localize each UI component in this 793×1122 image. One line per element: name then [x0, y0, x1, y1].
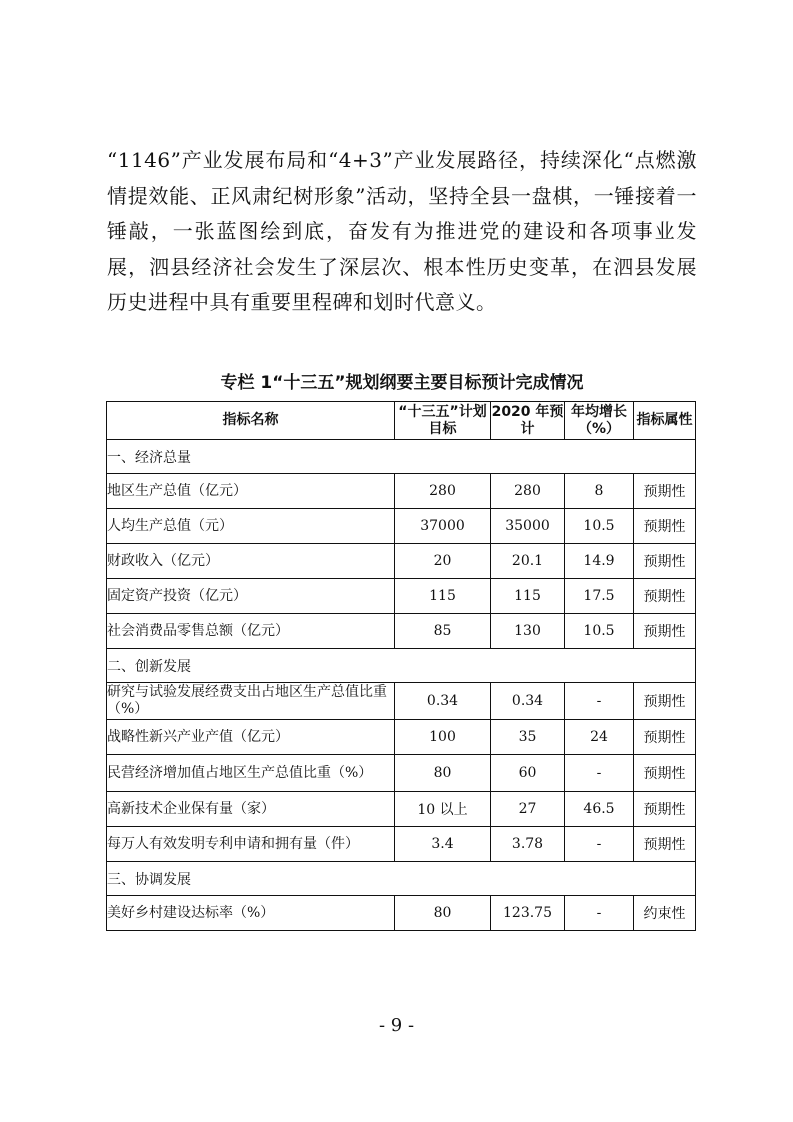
- cell-attr: 预期性: [634, 827, 696, 862]
- cell-forecast: 20.1: [491, 544, 565, 579]
- table-row: [107, 683, 696, 720]
- table-row: [107, 720, 696, 755]
- section-row: [107, 862, 696, 896]
- targets-table: [106, 401, 696, 931]
- section-title: 二、创新发展: [107, 649, 696, 683]
- table-row: [107, 792, 696, 827]
- table-header-row: [107, 402, 696, 440]
- table-row: [107, 827, 696, 862]
- cell-name: 固定资产投资（亿元）: [107, 579, 395, 614]
- cell-growth: 24: [565, 720, 634, 755]
- cell-target: 0.34: [395, 683, 491, 720]
- section-title: 三、协调发展: [107, 862, 696, 896]
- cell-attr: 预期性: [634, 755, 696, 792]
- cell-forecast: 123.75: [491, 896, 565, 931]
- section-row: [107, 649, 696, 683]
- table-row: [107, 544, 696, 579]
- cell-attr: 预期性: [634, 683, 696, 720]
- cell-target: 20: [395, 544, 491, 579]
- cell-name: 社会消费品零售总额（亿元）: [107, 614, 395, 649]
- header-growth: 年均增长（%）: [565, 402, 634, 440]
- cell-attr: 预期性: [634, 579, 696, 614]
- cell-growth: -: [565, 755, 634, 792]
- cell-forecast: 35000: [491, 509, 565, 544]
- cell-name: 人均生产总值（元）: [107, 509, 395, 544]
- cell-forecast: 3.78: [491, 827, 565, 862]
- body-paragraph: “1146”产业发展布局和“4+3”产业发展路径，持续深化“点燃激情提效能、正风肃纪树形象”活动，坚持全县一盘棋，一锤接着一锤敲，一张蓝图绘到底，奋发有为推进党的建设和各项事业发展，泗县经济社会发生了深层次、根本性历史变革，在泗县发展历史进程中具有重要里程碑和划时代意义。: [107, 148, 697, 314]
- cell-attr: 约束性: [634, 896, 696, 931]
- cell-target: 10 以上: [395, 792, 491, 827]
- cell-target: 85: [395, 614, 491, 649]
- cell-growth: -: [565, 683, 634, 720]
- cell-name: 高新技术企业保有量（家）: [107, 792, 395, 827]
- cell-target: 280: [395, 474, 491, 509]
- cell-target: 3.4: [395, 827, 491, 862]
- cell-name: 研究与试验发展经费支出占地区生产总值比重（%）: [107, 683, 395, 720]
- cell-growth: 10.5: [565, 509, 634, 544]
- cell-growth: 46.5: [565, 792, 634, 827]
- cell-name: 地区生产总值（亿元）: [107, 474, 395, 509]
- cell-attr: 预期性: [634, 614, 696, 649]
- cell-forecast: 0.34: [491, 683, 565, 720]
- cell-target: 100: [395, 720, 491, 755]
- cell-name: 战略性新兴产业产值（亿元）: [107, 720, 395, 755]
- header-forecast: 2020 年预计: [491, 402, 565, 440]
- cell-forecast: 280: [491, 474, 565, 509]
- cell-growth: -: [565, 827, 634, 862]
- page-number: - 9 -: [378, 1015, 415, 1036]
- cell-name: 美好乡村建设达标率（%）: [107, 896, 395, 931]
- cell-target: 80: [395, 755, 491, 792]
- section-row: [107, 440, 696, 474]
- cell-forecast: 60: [491, 755, 565, 792]
- cell-growth: -: [565, 896, 634, 931]
- header-name: 指标名称: [107, 402, 395, 440]
- section-title: 一、经济总量: [107, 440, 696, 474]
- table-row: [107, 509, 696, 544]
- cell-growth: 14.9: [565, 544, 634, 579]
- cell-attr: 预期性: [634, 509, 696, 544]
- cell-growth: 10.5: [565, 614, 634, 649]
- table-row: [107, 614, 696, 649]
- cell-forecast: 130: [491, 614, 565, 649]
- cell-target: 80: [395, 896, 491, 931]
- cell-attr: 预期性: [634, 792, 696, 827]
- cell-forecast: 35: [491, 720, 565, 755]
- cell-target: 115: [395, 579, 491, 614]
- cell-target: 37000: [395, 509, 491, 544]
- cell-name: 财政收入（亿元）: [107, 544, 395, 579]
- cell-attr: 预期性: [634, 544, 696, 579]
- table-row: [107, 755, 696, 792]
- cell-growth: 8: [565, 474, 634, 509]
- table-row: [107, 474, 696, 509]
- cell-forecast: 115: [491, 579, 565, 614]
- header-target: “十三五”计划目标: [395, 402, 491, 440]
- table-caption: 专栏 1“十三五”规划纲要主要目标预计完成情况: [220, 373, 584, 393]
- cell-attr: 预期性: [634, 474, 696, 509]
- cell-attr: 预期性: [634, 720, 696, 755]
- cell-name: 民营经济增加值占地区生产总值比重（%）: [107, 755, 395, 792]
- cell-forecast: 27: [491, 792, 565, 827]
- header-attr: 指标属性: [634, 402, 696, 440]
- table-row: [107, 896, 696, 931]
- table-row: [107, 579, 696, 614]
- cell-growth: 17.5: [565, 579, 634, 614]
- cell-name: 每万人有效发明专利申请和拥有量（件）: [107, 827, 395, 862]
